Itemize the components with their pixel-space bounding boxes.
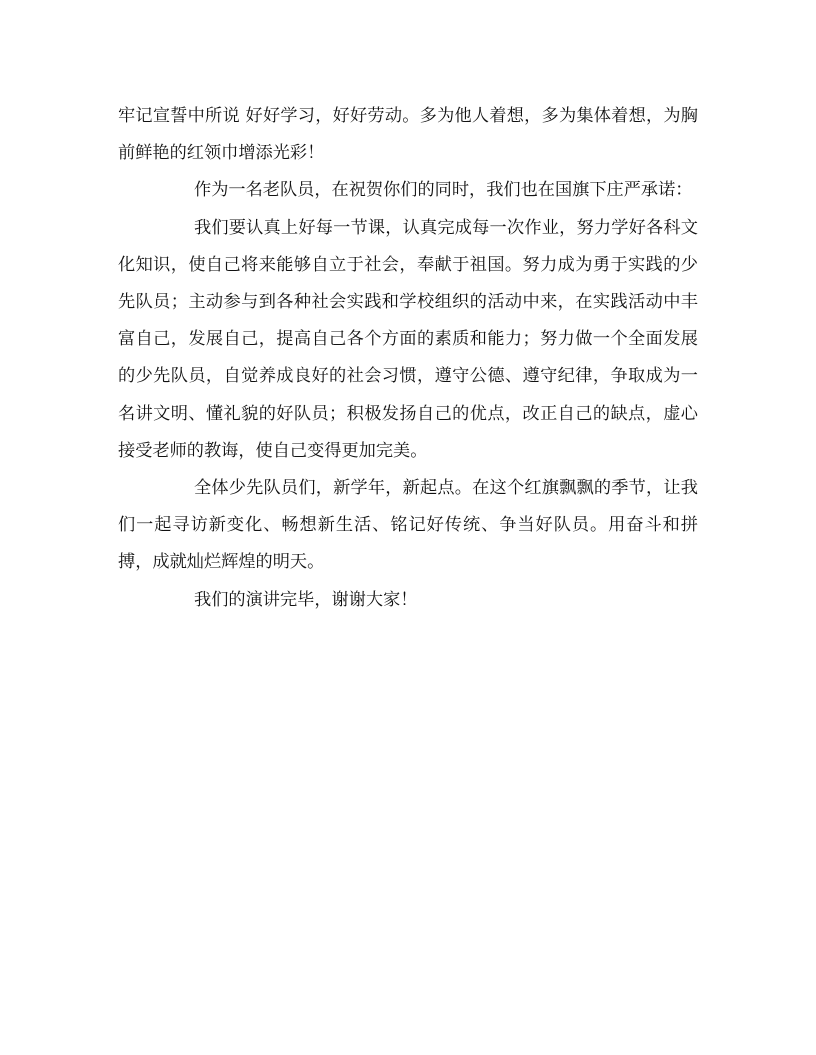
paragraph-1: 牢记宣誓中所说 好好学习，好好劳动。多为他人着想，多为集体着想，为胸前鲜艳的红领巾增添光彩！ bbox=[118, 106, 698, 164]
paragraph-2: 作为一名老队员，在祝贺你们的同时，我们也在国旗下庄严承诺： bbox=[194, 180, 693, 201]
document-body bbox=[118, 98, 698, 619]
paragraph-5: 我们的演讲完毕，谢谢大家！ bbox=[194, 589, 418, 610]
paragraph-3: 我们要认真上好每一节课，认真完成每一次作业，努力学好各科文化知识，使自己将来能够自立于社会，奉献于祖国。努力成为勇于实践的少先队员；主动参与到各种社会实践和学校组织的活动中来，在实践活动中丰富自己，发展自己，提高自己各个方面的素质和能力；努力做一个全面发展的少先队员，自觉养成良好的社会习惯，遵守公德、遵守纪律，争取成为一名讲文明、懂礼貌的好队员；积极发扬自己的优点，改正自己的缺点，虚心接受老师的教诲，使自己变得更加完美。 bbox=[118, 217, 698, 461]
paragraph-4: 全体少先队员们，新学年，新起点。在这个红旗飘飘的季节，让我们一起寻访新变化、畅想新生活、铭记好传统、争当好队员。用奋斗和拼搏，成就灿烂辉煌的明天。 bbox=[118, 478, 698, 573]
